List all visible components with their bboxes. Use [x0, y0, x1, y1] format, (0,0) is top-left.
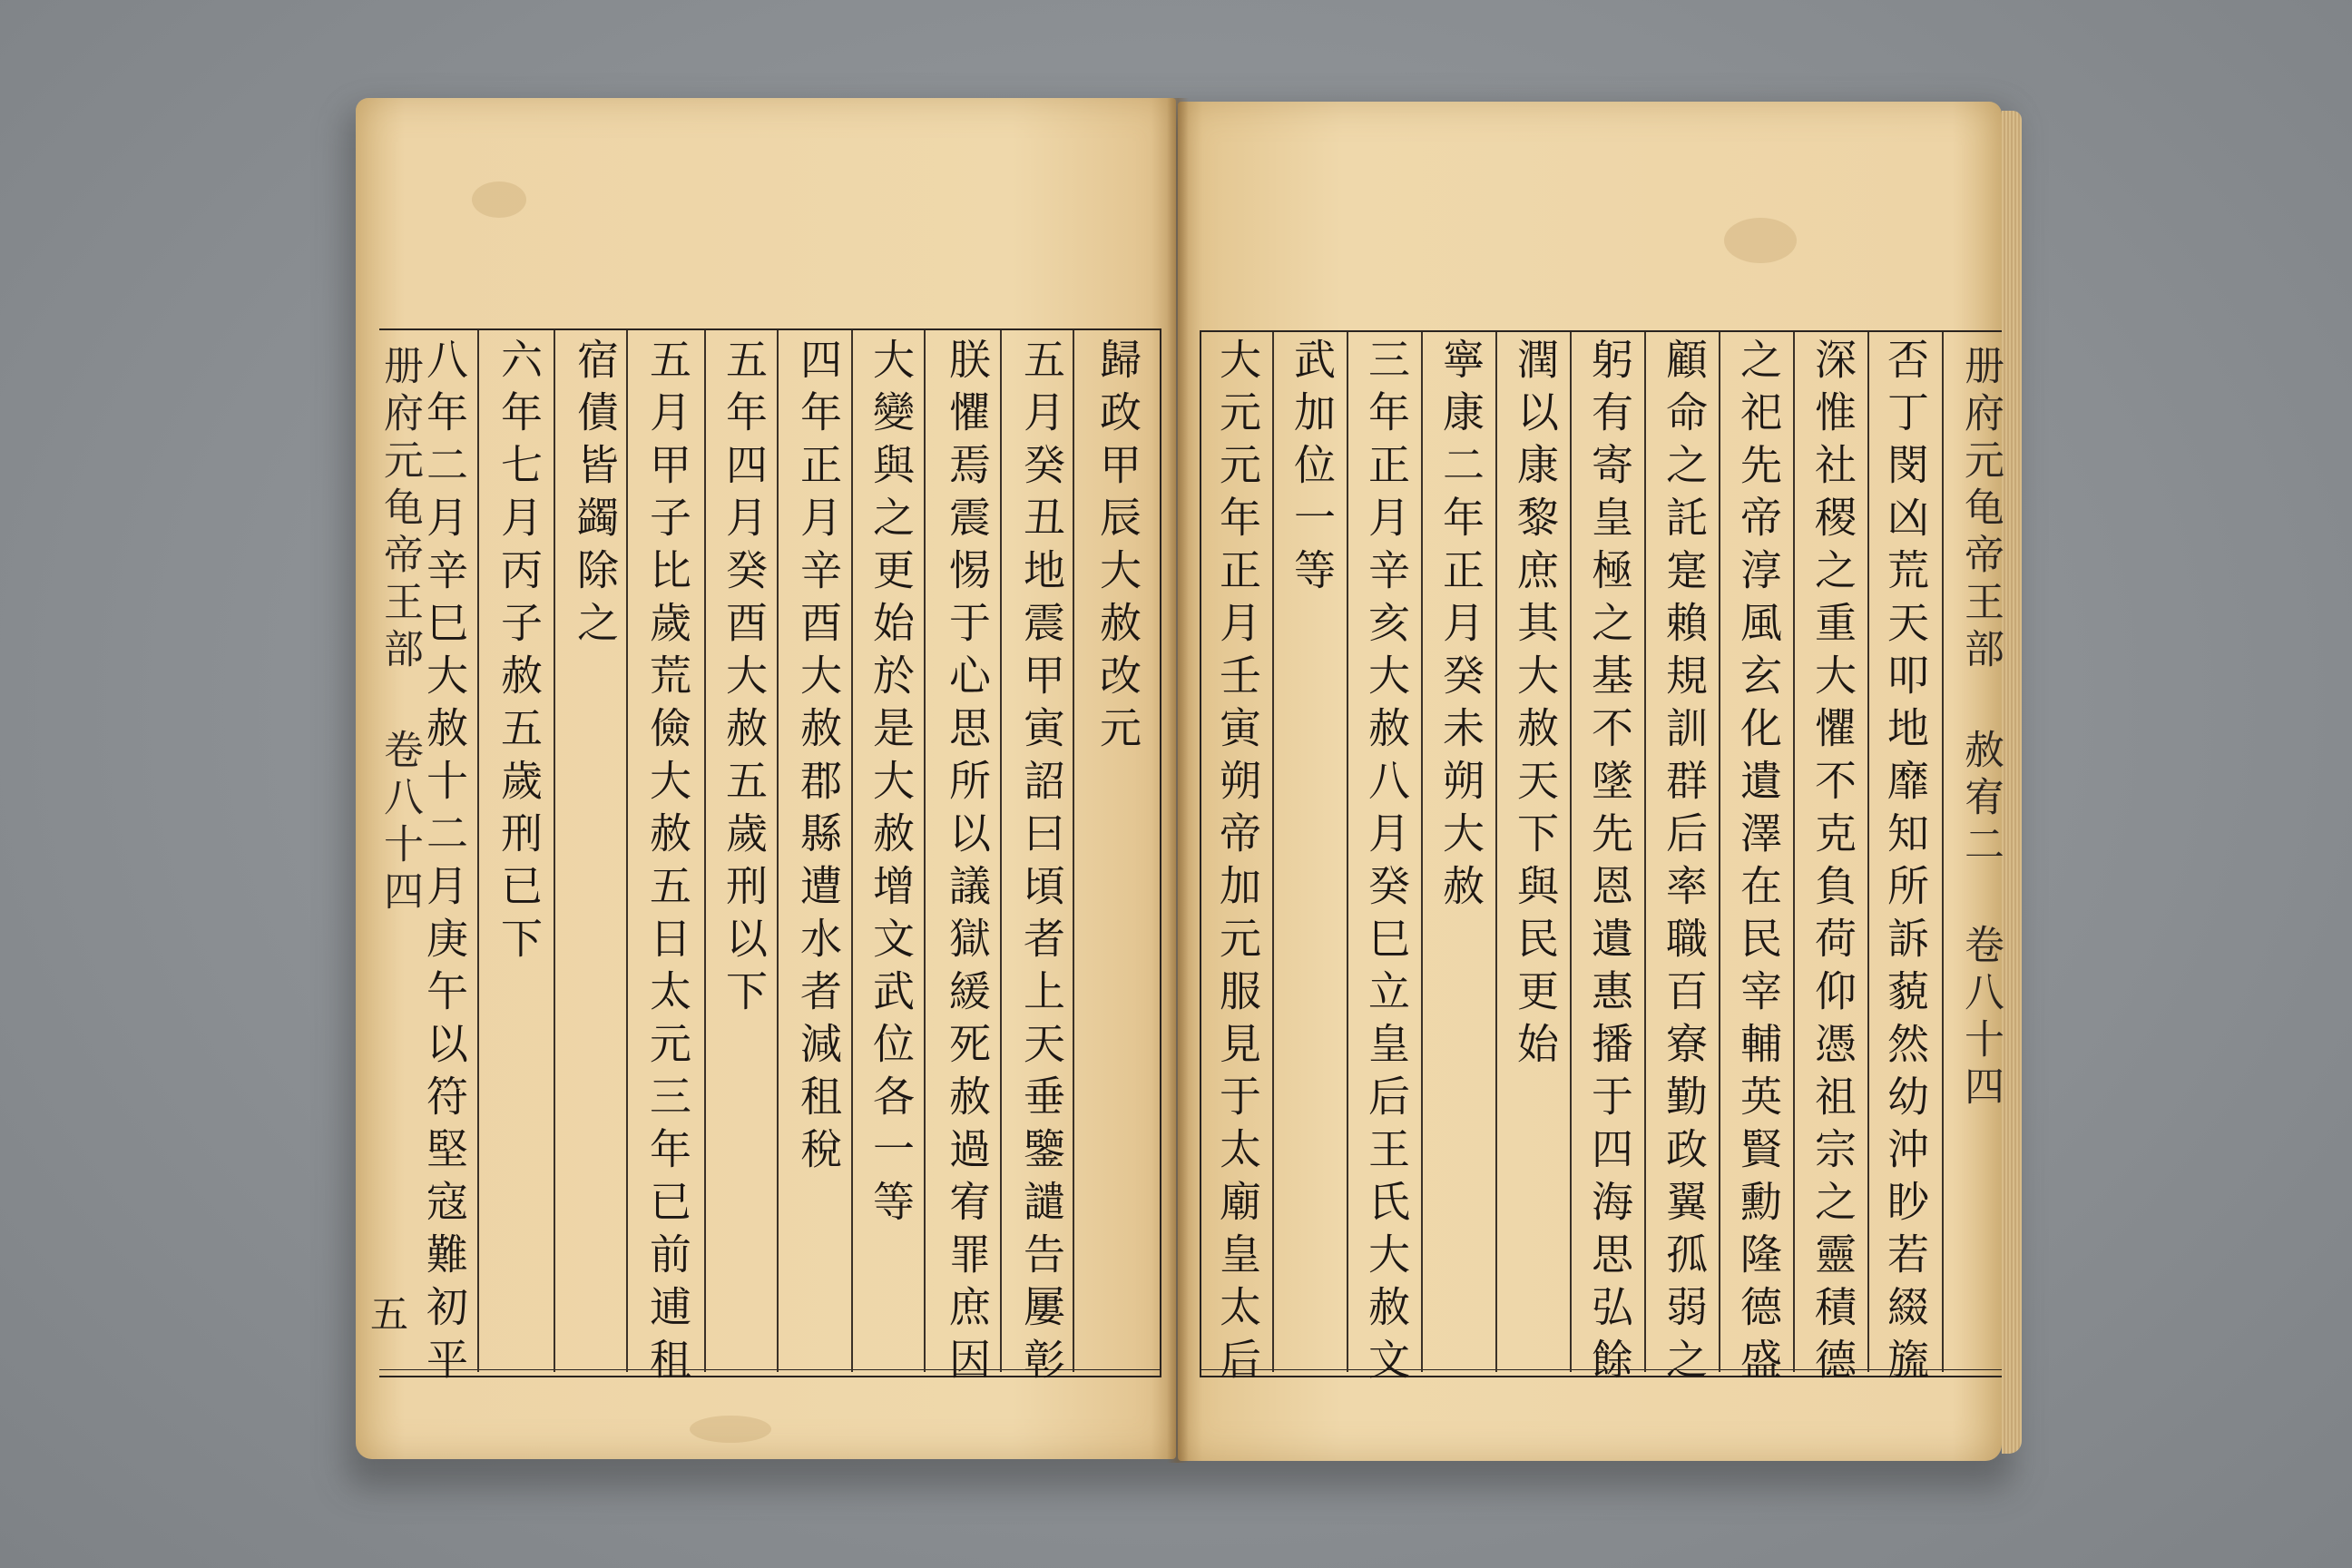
column-rule	[477, 330, 479, 1372]
column-rule	[1719, 332, 1720, 1372]
column-rule	[554, 330, 555, 1372]
text-column: 朕懼焉震惕于心思所以議獄緩死赦過宥罪庶因	[943, 338, 992, 1390]
text-column: 大元元年正月壬寅朔帝加元服見于太廟皇太后	[1213, 338, 1262, 1390]
column-rule	[924, 330, 926, 1372]
column-rule	[1570, 332, 1572, 1372]
column-rule	[1272, 332, 1274, 1372]
column-rule	[704, 330, 706, 1372]
text-column: 六年七月丙子赦五歲刑已下	[495, 338, 544, 969]
column-rule	[1421, 332, 1423, 1372]
text-column: 之祀先帝淳風玄化遺澤在民宰輔英賢勳隆德盛	[1734, 338, 1783, 1390]
text-column: 深惟社稷之重大懼不克負荷仰憑祖宗之靈積德	[1808, 338, 1857, 1390]
column-rule	[1644, 332, 1646, 1372]
book-gutter	[1167, 98, 1189, 1463]
text-column: 三年正月辛亥大赦八月癸巳立皇后王氏大赦文	[1362, 338, 1411, 1390]
text-column: 歸政甲辰大赦改元	[1093, 338, 1142, 759]
column-rule	[777, 330, 779, 1372]
column-rule	[1793, 332, 1795, 1372]
column-rule	[1867, 332, 1869, 1372]
text-column: 否丁閔凶荒天叩地靡知所訴藐然幼沖眇若綴旒	[1881, 338, 1930, 1390]
text-column: 四年正月辛酉大赦郡縣遭水者減租稅	[794, 338, 843, 1180]
text-column: 顧命之託寔賴規訓群后率職百寮勤政翼孤弱之	[1660, 338, 1709, 1390]
text-column: 八年二月辛巳大赦十二月庚午以符堅寇難初平	[420, 338, 469, 1390]
margin-title: 册府元龟帝王部 赦宥二 卷八十四	[1957, 345, 2004, 1112]
column-rule	[1942, 332, 1944, 1372]
paper-stain	[690, 1416, 771, 1443]
paper-stain	[472, 181, 526, 218]
text-column: 五月甲子比歲荒儉大赦五日太元三年已前逋租	[643, 338, 692, 1390]
text-column: 武加位一等	[1288, 338, 1337, 601]
paper-stain	[1724, 218, 1797, 263]
column-rule	[1495, 332, 1497, 1372]
text-column: 潤以康黎庶其大赦天下與民更始	[1511, 338, 1560, 1074]
margin-title: 册府元龟帝王部 卷八十四	[377, 345, 423, 917]
text-column: 大變與之更始於是大赦增文武位各一等	[867, 338, 916, 1232]
text-column: 躬有寄皇極之基不墜先恩遺惠播于四海思弘餘	[1585, 338, 1634, 1390]
text-column: 宿債皆蠲除之	[571, 338, 620, 653]
column-rule	[851, 330, 853, 1372]
text-column: 寧康二年正月癸未朔大赦	[1436, 338, 1485, 916]
column-rule	[1347, 332, 1348, 1372]
text-column: 五月癸丑地震甲寅詔曰頃者上天垂鑒譴告屢彰	[1017, 338, 1066, 1390]
column-rule	[1000, 330, 1002, 1372]
text-column: 五年四月癸酉大赦五歲刑以下	[720, 338, 769, 1022]
page-number: 五	[370, 1292, 409, 1337]
